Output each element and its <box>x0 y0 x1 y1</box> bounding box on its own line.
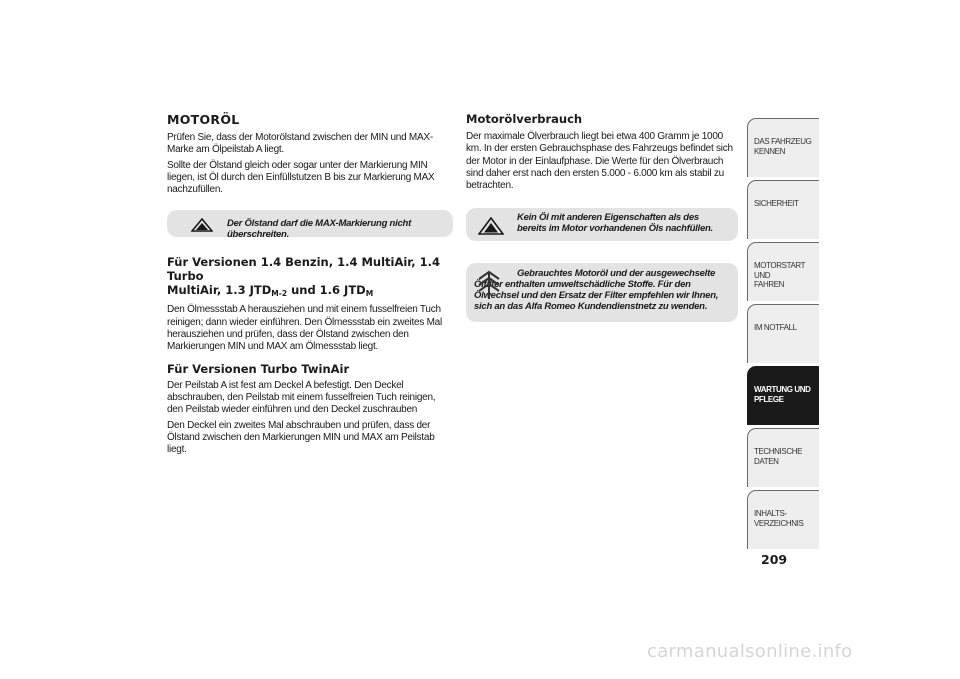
tree-icon <box>477 270 501 303</box>
warning-note-oil-type-text: Kein Öl mit anderen Eigenschaften als des bereits im Motor vorhandenen Öls nachfüllen. <box>517 212 713 235</box>
right-column <box>466 112 738 322</box>
tab-technische-daten[interactable] <box>747 428 819 487</box>
section1-heading-sub2: M <box>365 289 374 299</box>
warning-note-text: Der Ölstand darf die MAX-Markierung nicht überschreiten. <box>227 218 411 241</box>
tab-label: TECHNISCHE DATEN <box>754 447 803 466</box>
section1-text: Den Ölmessstab A herausziehen und mit einem fusselfreien Tuch reinigen; dann wieder einführen. Den Ölmessstab ein zweites Mal herausziehen und prüfen, dass der Ölstand zwischen den Markierungen MIN und MAX am Ölmessstab liegt. <box>167 304 442 353</box>
tab-label: DAS FAHRZEUG <box>754 137 812 146</box>
section2-text-1: Der Peilstab A ist fest am Deckel A befestigt. Den Deckel abschrauben, den Peilstab mit einem fusselfreien Tuch reinigen, den Peilstab wieder einführen und den Deckel zuschrauben <box>167 379 436 416</box>
tab-label: KENNEN <box>754 146 785 156</box>
section1-heading <box>167 255 453 301</box>
environment-note-text: Gebrauchtes Motoröl und der ausgewechselte Ölfilter enthalten umweltschädliche Stoffe. Für den Ölwechsel und den Ersatz der Filter empfehlen wir Ihnen, sich an das Alfa Romeo Kundendienstnetz zu wenden. <box>474 268 719 313</box>
tab-label: MOTORSTART UND <box>754 261 805 280</box>
tab-label: FAHREN <box>754 280 785 289</box>
warning-note-oil-type <box>466 208 738 241</box>
warning-triangle-icon <box>191 218 213 235</box>
intro-paragraph-1: Prüfen Sie, dass der Motorölstand zwischen der MIN und MAX-Marke am Ölpeilstab A liegt. <box>167 132 433 156</box>
environment-note <box>466 263 738 322</box>
tab-sicherheit[interactable] <box>747 180 819 239</box>
tab-inhaltsverzeichnis[interactable] <box>747 490 819 549</box>
section2-text-2: Den Deckel ein zweites Mal abschrauben und prüfen, dass der Ölstand zwischen den Markierungen MIN und MAX am Peilstab liegt. <box>167 419 435 456</box>
tab-das-fahrzeug-kennen[interactable] <box>747 118 819 177</box>
tab-label: VERZEICHNIS <box>754 518 804 528</box>
section1-heading-sub1: M-2 <box>271 289 288 299</box>
warning-note-max-level <box>167 210 453 241</box>
section1-heading-line1: Für Versionen 1.4 Benzin, 1.4 MultiAir, 1.4 Turbo <box>167 255 441 284</box>
oil-consumption-text: Der maximale Ölverbrauch liegt bei etwa 400 Gramm je 1000 km. In der ersten Gebrauchsphase des Fahrzeugs befindet sich der Motor in der Einlaufphase. Die Werte für den Ölverbrauch sind daher erst nach den ersten 5.000 - 6.000 km als stabil zu betrachten. <box>466 131 733 192</box>
tab-label: PFLEGE <box>754 394 784 404</box>
tab-motorstart-und-fahren[interactable] <box>747 242 819 301</box>
section1-heading-line2a: MultiAir, 1.3 JTD <box>167 283 272 298</box>
section2-heading: Für Versionen Turbo TwinAir <box>167 361 350 376</box>
intro-paragraph-2: Sollte der Ölstand gleich oder sogar unter der Markierung MIN liegen, ist Öl durch den Einfüllstutzen B bis zur Markierung MAX nachzufüllen. <box>167 159 435 196</box>
tab-im-notfall[interactable] <box>747 304 819 363</box>
tab-label: SICHERHEIT <box>754 199 799 208</box>
tab-wartung-und-pflege[interactable] <box>747 366 819 425</box>
chapter-tabs <box>747 118 819 552</box>
tab-label: WARTUNG UND <box>754 385 811 394</box>
oil-consumption-heading: Motorölverbrauch <box>466 112 583 126</box>
page-number: 209 <box>761 552 788 567</box>
watermark: carmanualsonline.info <box>647 641 853 662</box>
section-title: MOTORÖL <box>167 112 240 127</box>
warning-triangle-icon <box>478 217 504 238</box>
tab-label: IM NOTFALL <box>754 323 797 332</box>
tab-label: INHALTS- <box>754 509 787 518</box>
left-column <box>167 112 453 459</box>
section1-heading-line2b: und 1.6 JTD <box>287 283 366 298</box>
